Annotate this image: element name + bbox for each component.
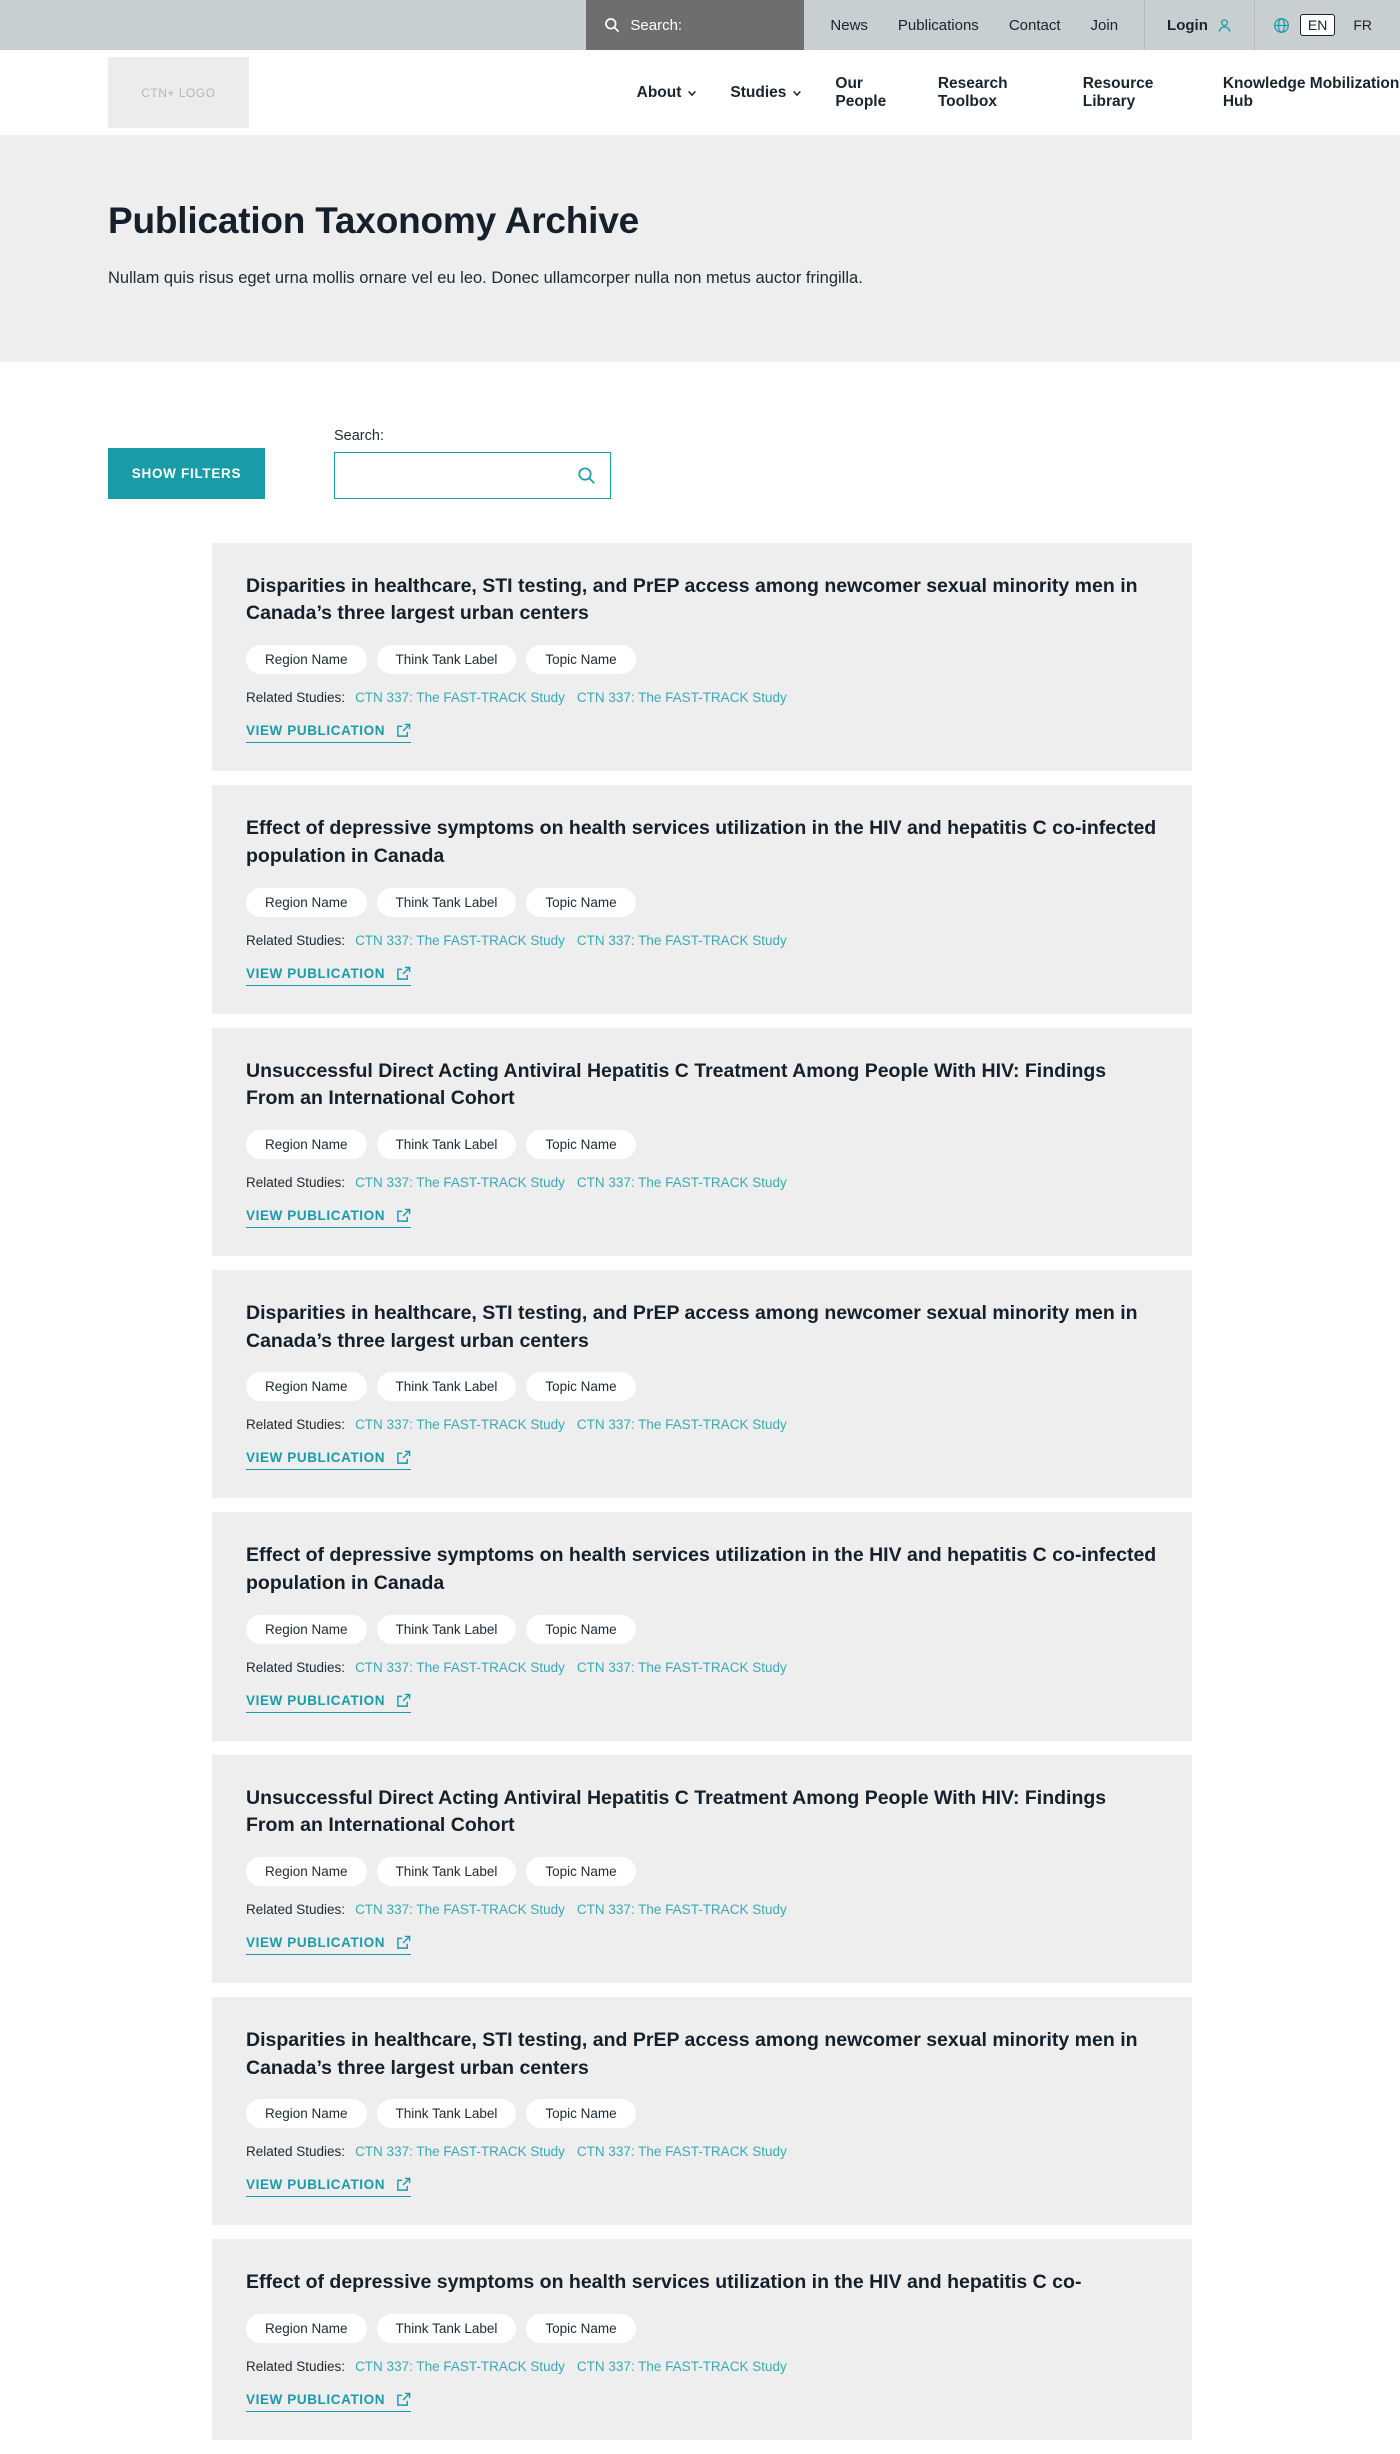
publication-title: Disparities in healthcare, STI testing, and PrEP access among newcomer sexual minority men in Canada’s three largest urban centers	[246, 2029, 1138, 2079]
related-study-link[interactable]: CTN 337: The FAST-TRACK Study	[355, 690, 565, 706]
nav-item-resource-library[interactable]	[1083, 75, 1190, 111]
related-studies-label: Related Studies:	[246, 2359, 346, 2375]
nav-item-knowledge-mobilization-hub[interactable]	[1223, 75, 1400, 111]
tag-chip[interactable]: Topic Name	[526, 1857, 635, 1886]
nav-item-our-people-label: Our People	[835, 74, 887, 110]
related-studies-links	[355, 933, 787, 948]
related-studies-links	[355, 1902, 787, 1917]
publication-title: Disparities in healthcare, STI testing, and PrEP access among newcomer sexual minority men in Canada’s three largest urban centers	[246, 1301, 1138, 1352]
external-link-icon	[396, 1450, 411, 1465]
view-publication-link[interactable]	[246, 723, 411, 743]
tag-chip[interactable]: Think Tank Label	[377, 888, 517, 917]
publication-title: Unsuccessful Direct Acting Antiviral Hepatitis C Treatment Among People With HIV: Findings From an International Cohort	[246, 1059, 1107, 1110]
utility-link-news[interactable]: News	[830, 16, 868, 34]
tag-chip[interactable]: Think Tank Label	[377, 2099, 517, 2128]
related-studies-label: Related Studies:	[246, 932, 346, 948]
primary-nav	[637, 75, 1400, 111]
view-publication-label: VIEW PUBLICATION	[246, 2177, 386, 2193]
publication-card	[212, 543, 1192, 771]
tag-chip[interactable]: Think Tank Label	[377, 1615, 517, 1644]
view-publication-label: VIEW PUBLICATION	[246, 2392, 386, 2408]
publication-title: Effect of depressive symptoms on health services utilization in the HIV and hepatitis C co-	[246, 2271, 1082, 2294]
login-label: Login	[1167, 16, 1208, 34]
tag-chip[interactable]: Region Name	[246, 645, 367, 674]
language-switcher	[1255, 0, 1400, 50]
publication-card	[212, 1512, 1192, 1740]
external-link-icon	[396, 1693, 411, 1708]
related-studies-row	[246, 2144, 1158, 2159]
related-studies-label: Related Studies:	[246, 2144, 346, 2160]
tag-chip[interactable]: Region Name	[246, 1857, 367, 1886]
nav-item-studies[interactable]	[730, 84, 802, 102]
search-box[interactable]	[334, 452, 611, 499]
publication-tags	[246, 645, 1158, 674]
search-icon[interactable]	[577, 466, 596, 485]
view-publication-label: VIEW PUBLICATION	[246, 1450, 386, 1466]
tag-chip[interactable]: Region Name	[246, 2099, 367, 2128]
related-studies-links	[355, 1417, 787, 1432]
related-studies-label: Related Studies:	[246, 1417, 346, 1433]
globe-icon	[1273, 17, 1290, 34]
publication-card	[212, 1997, 1192, 2225]
tag-chip[interactable]: Topic Name	[526, 2099, 635, 2128]
publication-card	[212, 785, 1192, 1013]
external-link-icon	[396, 2177, 411, 2192]
publication-title: Unsuccessful Direct Acting Antiviral Hepatitis C Treatment Among People With HIV: Findings From an International Cohort	[246, 1786, 1107, 1837]
tag-chip[interactable]: Think Tank Label	[377, 2314, 517, 2343]
tag-chip[interactable]: Topic Name	[526, 1130, 635, 1159]
related-study-link[interactable]: CTN 337: The FAST-TRACK Study	[355, 2359, 565, 2375]
search-input[interactable]	[349, 467, 577, 484]
publication-title: Disparities in healthcare, STI testing, and PrEP access among newcomer sexual minority men in Canada’s three largest urban centers	[246, 574, 1138, 625]
view-publication-link[interactable]	[246, 2392, 411, 2412]
lang-en-button[interactable]: EN	[1300, 14, 1335, 36]
related-studies-row	[246, 1902, 1158, 1917]
utility-link-publications[interactable]: Publications	[897, 16, 979, 34]
chevron-down-icon	[687, 88, 697, 98]
tag-chip[interactable]: Region Name	[246, 1130, 367, 1159]
related-studies-label: Related Studies:	[246, 1902, 346, 1918]
publication-tags	[246, 1130, 1158, 1159]
nav-item-knowledge-mobilization-hub-label: Knowledge Mobilization Hub	[1222, 74, 1400, 110]
related-study-link[interactable]: CTN 337: The FAST-TRACK Study	[355, 1417, 565, 1433]
view-publication-label: VIEW PUBLICATION	[246, 1935, 386, 1951]
publication-title: Effect of depressive symptoms on health services utilization in the HIV and hepatitis C co-infected population in Canada	[246, 1544, 1157, 1594]
external-link-icon	[396, 1935, 411, 1950]
related-studies-row	[246, 933, 1158, 948]
tag-chip[interactable]: Topic Name	[526, 1615, 635, 1644]
tag-chip[interactable]: Topic Name	[526, 645, 635, 674]
related-studies-label: Related Studies:	[246, 690, 346, 706]
external-link-icon	[396, 723, 411, 738]
view-publication-link[interactable]	[246, 966, 411, 986]
tag-chip[interactable]: Think Tank Label	[377, 1372, 517, 1401]
related-study-link[interactable]: CTN 337: The FAST-TRACK Study	[355, 2144, 565, 2160]
tag-chip[interactable]: Region Name	[246, 888, 367, 917]
publication-tags	[246, 1615, 1158, 1644]
related-studies-row	[246, 690, 1158, 705]
view-publication-label: VIEW PUBLICATION	[246, 723, 386, 739]
nav-item-research-toolbox-label: Research Toolbox	[937, 74, 1008, 110]
external-link-icon	[396, 1208, 411, 1223]
tag-chip[interactable]: Topic Name	[526, 1372, 635, 1401]
related-study-link[interactable]: CTN 337: The FAST-TRACK Study	[576, 1659, 787, 1675]
login-button[interactable]	[1144, 0, 1255, 50]
filter-bar	[0, 362, 1400, 499]
external-link-icon	[396, 2392, 411, 2407]
site-logo[interactable]: CTN+ LOGO	[108, 57, 249, 128]
related-studies-row	[246, 1175, 1158, 1190]
utility-search-label: Search:	[630, 16, 683, 34]
nav-item-about[interactable]	[637, 84, 698, 102]
related-study-link[interactable]: CTN 337: The FAST-TRACK Study	[355, 1659, 565, 1675]
related-study-link[interactable]: CTN 337: The FAST-TRACK Study	[576, 2144, 787, 2160]
related-study-link[interactable]: CTN 337: The FAST-TRACK Study	[576, 1174, 787, 1190]
related-study-link[interactable]: CTN 337: The FAST-TRACK Study	[576, 2359, 787, 2375]
view-publication-label: VIEW PUBLICATION	[246, 965, 386, 981]
view-publication-link[interactable]	[246, 1935, 411, 1955]
view-publication-link[interactable]	[246, 1208, 411, 1228]
lang-fr-button[interactable]: FR	[1353, 17, 1372, 33]
nav-item-research-toolbox[interactable]	[938, 75, 1050, 111]
tag-chip[interactable]: Think Tank Label	[377, 645, 517, 674]
related-studies-label: Related Studies:	[246, 1174, 346, 1190]
publication-card	[212, 1028, 1192, 1256]
view-publication-link[interactable]	[246, 2177, 411, 2197]
publication-tags	[246, 888, 1158, 917]
related-study-link[interactable]: CTN 337: The FAST-TRACK Study	[576, 690, 787, 706]
page-title: Publication Taxonomy Archive	[108, 200, 640, 241]
related-studies-label: Related Studies:	[246, 1659, 346, 1675]
utility-links	[804, 0, 1144, 50]
publication-results-list	[212, 543, 1192, 2440]
related-study-link[interactable]: CTN 337: The FAST-TRACK Study	[355, 1174, 565, 1190]
publication-card	[212, 2239, 1192, 2440]
search-label: Search:	[334, 427, 384, 444]
page-hero	[0, 135, 1400, 362]
related-studies-row	[246, 2359, 1158, 2374]
tag-chip[interactable]: Region Name	[246, 1372, 367, 1401]
related-studies-links	[355, 2359, 787, 2374]
related-study-link[interactable]: CTN 337: The FAST-TRACK Study	[355, 1902, 565, 1918]
tag-chip[interactable]: Topic Name	[526, 888, 635, 917]
nav-item-about-label: About	[636, 83, 682, 101]
publication-title: Effect of depressive symptoms on health services utilization in the HIV and hepatitis C co-infected population in Canada	[246, 817, 1157, 867]
view-publication-label: VIEW PUBLICATION	[246, 1692, 386, 1708]
publication-card	[212, 1755, 1192, 1983]
related-studies-links	[355, 1175, 787, 1190]
related-studies-row	[246, 1660, 1158, 1675]
search-icon	[604, 17, 620, 33]
related-studies-row	[246, 1417, 1158, 1432]
tag-chip[interactable]: Think Tank Label	[377, 1130, 517, 1159]
related-study-link[interactable]: CTN 337: The FAST-TRACK Study	[355, 932, 565, 948]
publication-card	[212, 1270, 1192, 1498]
publication-tags	[246, 2099, 1158, 2128]
related-studies-links	[355, 690, 787, 705]
utility-bar	[0, 0, 1400, 50]
utility-search[interactable]	[586, 0, 804, 50]
main-navigation	[0, 50, 1400, 135]
utility-link-contact[interactable]: Contact	[1008, 16, 1061, 34]
tag-chip[interactable]: Region Name	[246, 2314, 367, 2343]
related-study-link[interactable]: CTN 337: The FAST-TRACK Study	[576, 1417, 787, 1433]
view-publication-link[interactable]	[246, 1450, 411, 1470]
nav-item-studies-label: Studies	[730, 83, 787, 101]
user-icon	[1217, 18, 1232, 33]
utility-link-join[interactable]: Join	[1090, 16, 1119, 34]
search-field-group	[334, 428, 611, 499]
related-study-link[interactable]: CTN 337: The FAST-TRACK Study	[576, 1902, 787, 1918]
related-studies-links	[355, 2144, 787, 2159]
tag-chip[interactable]: Think Tank Label	[377, 1857, 517, 1886]
external-link-icon	[396, 966, 411, 981]
chevron-down-icon	[792, 88, 802, 98]
nav-item-resource-library-label: Resource Library	[1082, 74, 1154, 110]
view-publication-label: VIEW PUBLICATION	[246, 1207, 386, 1223]
page-description: Nullam quis risus eget urna mollis ornare vel eu leo. Donec ullamcorper nulla non metus auctor fringilla.	[108, 269, 863, 288]
related-studies-links	[355, 1660, 787, 1675]
publication-tags	[246, 1372, 1158, 1401]
view-publication-link[interactable]	[246, 1693, 411, 1713]
tag-chip[interactable]: Region Name	[246, 1615, 367, 1644]
related-study-link[interactable]: CTN 337: The FAST-TRACK Study	[576, 932, 787, 948]
publication-tags	[246, 1857, 1158, 1886]
publication-tags	[246, 2314, 1158, 2343]
show-filters-button[interactable]: SHOW FILTERS	[108, 448, 265, 499]
nav-item-our-people[interactable]	[835, 75, 904, 111]
tag-chip[interactable]: Topic Name	[526, 2314, 635, 2343]
